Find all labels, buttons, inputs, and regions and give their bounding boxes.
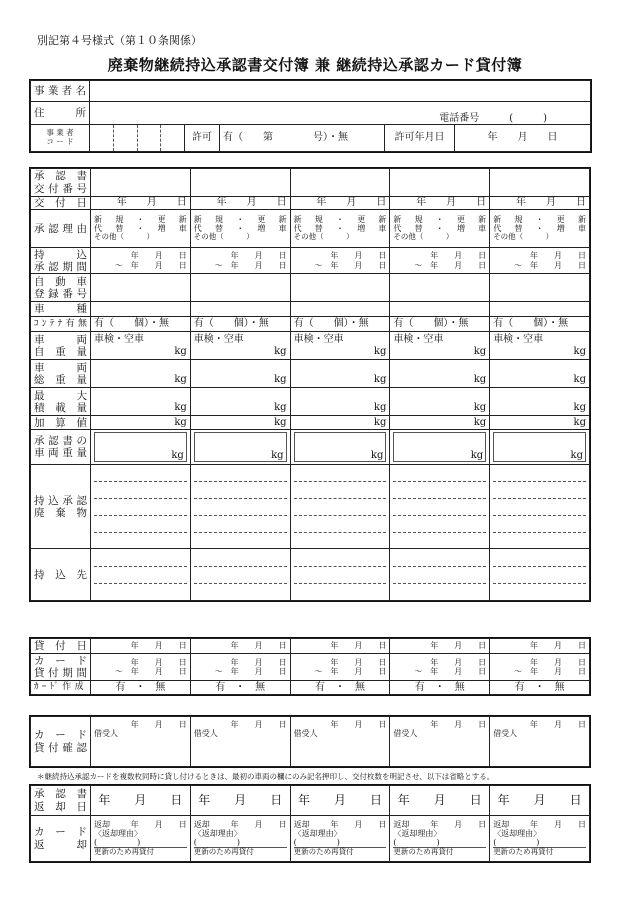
issue-date-cell-5[interactable]: 年 月 日 <box>490 197 590 210</box>
cert-number-cell-4[interactable] <box>390 169 490 197</box>
container-cell-4[interactable]: 有（ 個）・無 <box>390 317 490 332</box>
approved-waste-label: 持込承認 廃 棄 物 <box>31 465 91 549</box>
approved-waste-cell-1[interactable] <box>91 465 191 549</box>
cert-number-cell-1[interactable] <box>91 169 191 197</box>
gross-weight-cell-3[interactable]: kg <box>290 360 390 388</box>
card-loan-period-cell-3[interactable]: 年 月 日 ～ 年 月 日 <box>290 654 390 681</box>
card-loan-period-label: カ ー ド 貸付期間 <box>31 654 91 681</box>
loan-date-cell-3[interactable]: 年 月 日 <box>290 639 390 654</box>
card-made-label: ｶｰﾄﾞ作成 <box>31 681 91 695</box>
return-table <box>30 785 590 862</box>
approval-period-cell-1[interactable]: 年 月 日 ～ 年 月 日 <box>91 248 191 274</box>
max-load-cell-1[interactable]: kg <box>91 388 191 416</box>
converted-value-cell-2[interactable]: kg <box>190 416 290 430</box>
card-return-cell-1[interactable]: 返却 年 月 日 〈返却理由〉 ( ) 更新のため再貸付 <box>91 816 191 862</box>
vehicle-type-label: 車 種 <box>31 302 91 317</box>
approval-period-cell-3[interactable]: 年 月 日 ～ 年 月 日 <box>290 248 390 274</box>
vehicle-type-cell-4[interactable] <box>390 302 490 317</box>
issue-date-label: 交 付 日 <box>31 197 91 210</box>
loan-date-cell-1[interactable]: 年 月 日 <box>91 639 191 654</box>
registration-number-cell-5[interactable] <box>490 274 590 302</box>
card-return-cell-2[interactable]: 返却 年 月 日 〈返却理由〉 ( ) 更新のため再貸付 <box>190 816 290 862</box>
vehicle-type-cell-1[interactable] <box>91 302 191 317</box>
registration-number-label: 自 動 車 登録番号 <box>31 274 91 302</box>
vehicle-type-cell-2[interactable] <box>190 302 290 317</box>
max-load-label: 最 大 積 載 量 <box>31 388 91 416</box>
loan-date-cell-2[interactable]: 年 月 日 <box>190 639 290 654</box>
loan-confirm-cell-5[interactable]: 年 月 日 借受人 <box>490 717 590 767</box>
tare-weight-cell-3[interactable]: 車検・空車 kg <box>290 332 390 360</box>
loan-confirm-cell-1[interactable]: 年 月 日 借受人 <box>91 717 191 767</box>
converted-value-label: 加 算 値 <box>31 416 91 430</box>
issue-date-cell-2[interactable]: 年 月 日 <box>190 197 290 210</box>
document-title: 廃棄物継続持込承認書交付簿 兼 継続持込承認カード貸付簿 <box>107 56 523 74</box>
phone-parens: ( ) <box>509 112 548 124</box>
converted-value-cell-5[interactable]: kg <box>490 416 590 430</box>
approval-period-cell-5[interactable]: 年 月 日 ～ 年 月 日 <box>490 248 590 274</box>
card-return-cell-3[interactable]: 返却 年 月 日 〈返却理由〉 ( ) 更新のため再貸付 <box>290 816 390 862</box>
issue-date-cell-3[interactable]: 年 月 日 <box>290 197 390 210</box>
max-load-cell-4[interactable]: kg <box>390 388 490 416</box>
approved-waste-cell-5[interactable] <box>490 465 590 549</box>
cert-number-label: 承 認 書 交付番号 <box>31 169 91 197</box>
return-date-cell-5[interactable]: 年 月 日 <box>490 786 590 816</box>
return-date-cell-2[interactable]: 年 月 日 <box>190 786 290 816</box>
container-label: ｺﾝﾃﾅ有無 <box>31 317 91 332</box>
operator-name-field[interactable] <box>90 81 591 102</box>
vehicle-type-cell-5[interactable] <box>490 302 590 317</box>
tare-weight-cell-2[interactable]: 車検・空車 kg <box>190 332 290 360</box>
approval-reason-cell-1[interactable]: 新 規 ・ 更 新 代 替 ・ 増 車 その他（ ） <box>91 210 191 248</box>
address-field[interactable] <box>90 102 591 125</box>
loan-date-cell-4[interactable]: 年 月 日 <box>390 639 490 654</box>
destination-cell-1[interactable] <box>91 549 191 601</box>
vehicle-type-cell-3[interactable] <box>290 302 390 317</box>
issue-date-cell-4[interactable]: 年 月 日 <box>390 197 490 210</box>
cert-vehicle-weight-cell-4[interactable]: kg <box>390 430 490 465</box>
cert-vehicle-weight-label: 承認書の 車両重量 <box>31 430 91 465</box>
converted-value-cell-1[interactable]: kg <box>91 416 191 430</box>
approval-period-cell-4[interactable]: 年 月 日 ～ 年 月 日 <box>390 248 490 274</box>
return-date-label: 承 認 書 返 却 日 <box>31 786 91 816</box>
card-made-cell-3[interactable]: 有 ・ 無 <box>290 681 390 695</box>
gross-weight-label: 車 両 総 重 量 <box>31 360 91 388</box>
container-cell-3[interactable]: 有（ 個）・無 <box>290 317 390 332</box>
loan-confirm-cell-3[interactable]: 年 月 日 借受人 <box>290 717 390 767</box>
cert-vehicle-weight-cell-1[interactable]: kg <box>91 430 191 465</box>
card-made-cell-4[interactable]: 有 ・ 無 <box>390 681 490 695</box>
destination-cell-2[interactable] <box>190 549 290 601</box>
max-load-cell-3[interactable]: kg <box>290 388 390 416</box>
loan-date-label: 貸 付 日 <box>31 639 91 654</box>
approval-reason-cell-4[interactable]: 新 規 ・ 更 新 代 替 ・ 増 車 その他（ ） <box>390 210 490 248</box>
cert-number-cell-3[interactable] <box>290 169 390 197</box>
loan-table <box>30 638 590 695</box>
card-loan-period-cell-4[interactable]: 年 月 日 ～ 年 月 日 <box>390 654 490 681</box>
phone-label: 電話番号 <box>439 112 480 124</box>
approval-reason-label: 承認理由 <box>31 210 91 248</box>
card-return-label: カ ー ド 返 却 <box>31 816 91 862</box>
return-date-cell-3[interactable]: 年 月 日 <box>290 786 390 816</box>
permit-label: 許可 <box>185 125 220 152</box>
card-made-cell-2[interactable]: 有 ・ 無 <box>190 681 290 695</box>
gross-weight-cell-1[interactable]: kg <box>91 360 191 388</box>
approved-waste-cell-4[interactable] <box>390 465 490 549</box>
tare-weight-label: 車 両 自 重 量 <box>31 332 91 360</box>
card-made-cell-1[interactable]: 有 ・ 無 <box>91 681 191 695</box>
operator-code-label: 事 業 者 コ ー ド <box>31 125 90 152</box>
approval-period-label: 持 込 承認期間 <box>31 248 91 274</box>
container-cell-5[interactable]: 有（ 個）・無 <box>490 317 590 332</box>
tare-weight-cell-5[interactable]: 車検・空車 kg <box>490 332 590 360</box>
tare-weight-cell-1[interactable]: 車検・空車 kg <box>91 332 191 360</box>
container-cell-1[interactable]: 有（ 個）・無 <box>91 317 191 332</box>
permit-date-field[interactable]: 年 月 日 <box>455 125 591 152</box>
operator-code-field[interactable] <box>90 125 185 152</box>
gross-weight-cell-2[interactable]: kg <box>190 360 290 388</box>
destination-cell-4[interactable] <box>390 549 490 601</box>
loan-confirm-label: カ ー ド 貸付確認 <box>31 717 91 767</box>
form-number-label: 別記第４号様式（第１０条関係） <box>37 34 202 47</box>
cert-number-cell-2[interactable] <box>190 169 290 197</box>
loan-confirm-cell-2[interactable]: 年 月 日 借受人 <box>190 717 290 767</box>
card-return-cell-5[interactable]: 返却 年 月 日 〈返却理由〉 ( ) 更新のため再貸付 <box>490 816 590 862</box>
multi-card-note: ＊継続持込承認カードを複数枚同時に貸し付けるときは、最初の車両の欄にのみ記名押印し、交付枚数を明記させ、以下は省略とする。 <box>37 772 495 781</box>
return-date-cell-1[interactable]: 年 月 日 <box>91 786 191 816</box>
card-loan-period-cell-5[interactable]: 年 月 日 ～ 年 月 日 <box>490 654 590 681</box>
address-label: 住 所 <box>31 102 90 125</box>
cert-vehicle-weight-cell-5[interactable]: kg <box>490 430 590 465</box>
destination-cell-5[interactable] <box>490 549 590 601</box>
registration-number-cell-4[interactable] <box>390 274 490 302</box>
max-load-cell-5[interactable]: kg <box>490 388 590 416</box>
converted-value-cell-3[interactable]: kg <box>290 416 390 430</box>
permit-date-label: 許可年月日 <box>385 125 455 152</box>
cert-vehicle-weight-cell-2[interactable]: kg <box>190 430 290 465</box>
certificate-grid <box>30 168 590 601</box>
approved-waste-cell-2[interactable] <box>190 465 290 549</box>
issue-date-cell-1[interactable]: 年 月 日 <box>91 197 191 210</box>
return-date-cell-4[interactable]: 年 月 日 <box>390 786 490 816</box>
max-load-cell-2[interactable]: kg <box>190 388 290 416</box>
cert-number-cell-5[interactable] <box>490 169 590 197</box>
loan-date-cell-5[interactable]: 年 月 日 <box>490 639 590 654</box>
approval-reason-cell-3[interactable]: 新 規 ・ 更 新 代 替 ・ 増 車 その他（ ） <box>290 210 390 248</box>
card-loan-period-cell-1[interactable]: 年 月 日 ～ 年 月 日 <box>91 654 191 681</box>
approved-waste-cell-3[interactable] <box>290 465 390 549</box>
approval-reason-cell-2[interactable]: 新 規 ・ 更 新 代 替 ・ 増 車 その他（ ） <box>190 210 290 248</box>
converted-value-cell-4[interactable]: kg <box>390 416 490 430</box>
gross-weight-cell-5[interactable]: kg <box>490 360 590 388</box>
registration-number-cell-3[interactable] <box>290 274 390 302</box>
container-cell-2[interactable]: 有（ 個）・無 <box>190 317 290 332</box>
card-return-cell-4[interactable]: 返却 年 月 日 〈返却理由〉 ( ) 更新のため再貸付 <box>390 816 490 862</box>
card-loan-period-cell-2[interactable]: 年 月 日 ～ 年 月 日 <box>190 654 290 681</box>
operator-name-label: 事業者名 <box>31 81 90 102</box>
registration-number-cell-2[interactable] <box>190 274 290 302</box>
gross-weight-cell-4[interactable]: kg <box>390 360 490 388</box>
approval-period-cell-2[interactable]: 年 月 日 ～ 年 月 日 <box>190 248 290 274</box>
destination-label: 持 込 先 <box>31 549 91 601</box>
destination-cell-3[interactable] <box>290 549 390 601</box>
card-made-cell-5[interactable]: 有 ・ 無 <box>490 681 590 695</box>
cert-vehicle-weight-cell-3[interactable]: kg <box>290 430 390 465</box>
tare-weight-cell-4[interactable]: 車検・空車 kg <box>390 332 490 360</box>
operator-header-table <box>30 80 591 152</box>
loan-confirm-cell-4[interactable]: 年 月 日 借受人 <box>390 717 490 767</box>
approval-reason-cell-5[interactable]: 新 規 ・ 更 新 代 替 ・ 増 車 その他（ ） <box>490 210 590 248</box>
permit-value[interactable]: 有（ 第 号）・無 <box>220 125 385 152</box>
loan-confirm-table <box>30 716 590 767</box>
registration-number-cell-1[interactable] <box>91 274 191 302</box>
